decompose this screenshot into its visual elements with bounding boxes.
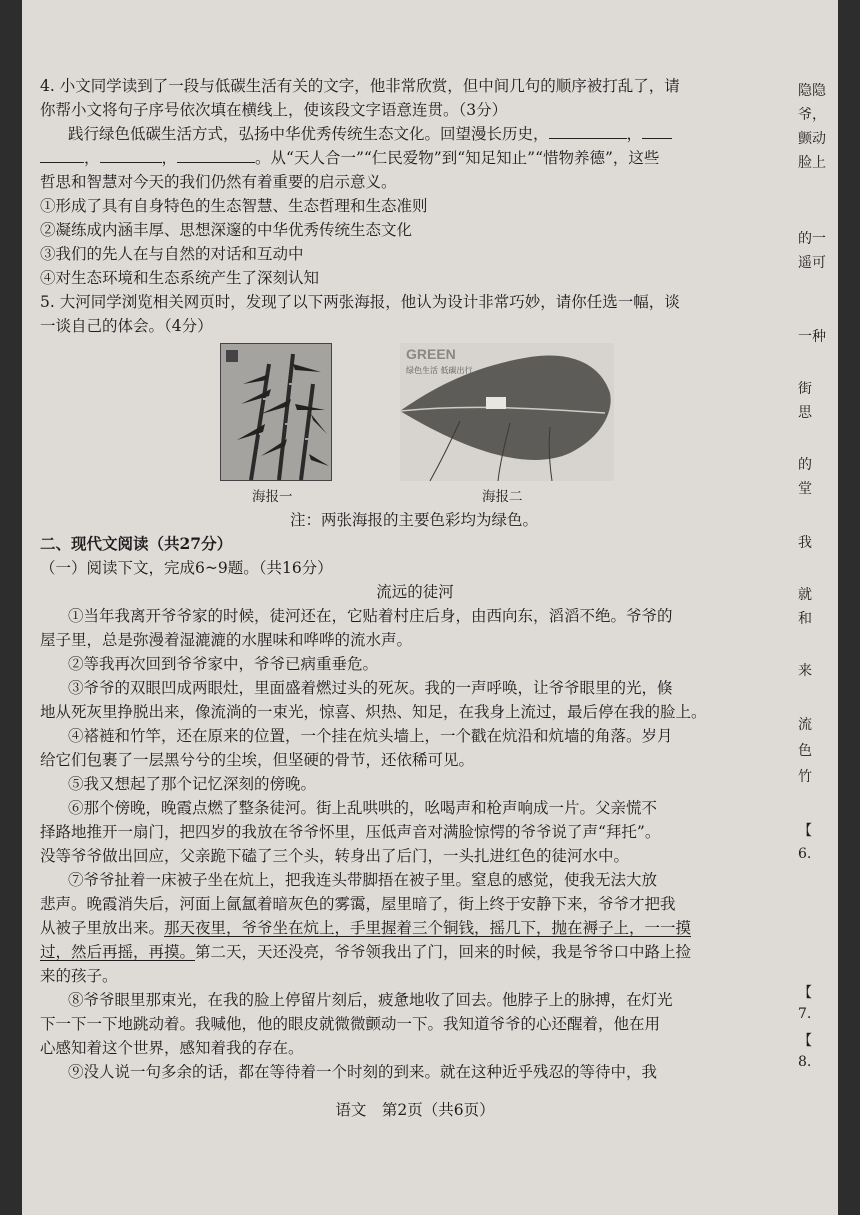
paragraph-8-line2: 下一下一下地跳动着。我喊他，他的眼皮就微微颤动一下。我知道爷爷的心还醒着，他在用 [40, 1015, 661, 1033]
right-fragment: 街 [798, 381, 812, 397]
paragraph-2: ②等我再次回到爷爷家中，爷爷已病重垂危。 [68, 655, 379, 673]
paragraph-1-line1: ①当年我离开爷爷家的时候，徒河还在，它贴着村庄后身，由西向东，滔滔不绝。爷爷的 [68, 607, 673, 625]
paragraph-9-line1: ⑨没人说一句多余的话，都在等待着一个时刻的到来。就在这种近乎残忍的等待中，我 [68, 1063, 658, 1081]
poster-two-title: GREEN [406, 346, 456, 362]
answer-blank-4[interactable] [177, 148, 255, 163]
adjacent-page-column [792, 0, 838, 1215]
right-fragment: 一种 [798, 329, 826, 345]
poster-two-caption: 海报二 [482, 489, 523, 505]
paragraph-7-line1: ⑦爷爷扯着一床被子坐在炕上，把我连头带脚捂在被子里。窒息的感觉，使我无法大放 [68, 871, 658, 889]
answer-blank-2b[interactable] [40, 148, 84, 163]
right-fragment: 思 [798, 405, 812, 421]
page-footer: 语文 第2页（共6页） [335, 1101, 495, 1119]
right-fragment: 7. [798, 1006, 812, 1022]
q4-passage-text: 践行绿色低碳生活方式，弘扬中华优秀传统生态文化。回望漫长历史， [68, 125, 549, 143]
paragraph-6-line2: 择路地推开一扇门，把四岁的我放在爷爷怀里，压低声音对满脸惊愕的爷爷说了声“拜托”。 [40, 823, 661, 841]
article-title: 流远的徒河 [376, 583, 454, 601]
comma: ， [626, 125, 643, 143]
answer-blank-3[interactable] [100, 148, 162, 163]
right-fragment: 竹 [798, 769, 812, 785]
paragraph-7-text: 第二天，天还没亮，爷爷领我出了门，回来的时候，我是爷爷口中路上捡 [195, 943, 692, 961]
answer-blank-1[interactable] [549, 124, 627, 139]
paragraph-1-line2: 屋子里，总是弥漫着湿漉漉的水腥味和哗哗的流水声。 [40, 631, 413, 649]
paragraph-5: ⑤我又想起了那个记忆深刻的傍晚。 [68, 775, 317, 793]
comma: ， [84, 149, 100, 167]
posters [220, 343, 640, 493]
right-fragment: 颤动 [798, 131, 826, 147]
q4-option-1: ①形成了具有自身特色的生态智慧、生态哲理和生态准则 [40, 197, 428, 215]
q4-passage-line1 [40, 124, 672, 144]
poster-two-subtitle: 绿色生活 低碳出行 [406, 366, 473, 375]
bamboo-illustration [221, 344, 331, 480]
paragraph-4-line2: 给它们包裹了一层黑兮兮的尘埃，但坚硬的骨节，还依稀可见。 [40, 751, 475, 769]
q5-stem-line1: 5. 大河同学浏览相关网页时，发现了以下两张海报，他认为设计非常巧妙，请你任选一幅，谈 [40, 293, 680, 311]
paragraph-3-line2: 地从死灰里挣脱出来，像流淌的一束光，惊喜、炽热、知足，在我身上流过，最后停在我的脸上。 [40, 703, 707, 721]
right-fragment: 和 [798, 611, 812, 627]
right-fragment: 6. [798, 846, 812, 862]
poster-one-caption: 海报一 [252, 489, 293, 505]
right-fragment: 隐隐 [798, 83, 826, 99]
paragraph-8-line1: ⑧爷爷眼里那束光，在我的脸上停留片刻后，疲惫地收了回去。他脖子上的脉搏，在灯光 [68, 991, 673, 1009]
paragraph-7-line5: 来的孩子。 [40, 967, 118, 985]
answer-blank-2a[interactable] [642, 124, 672, 139]
q4-option-4: ④对生态环境和生态系统产生了深刻认知 [40, 269, 320, 287]
paragraph-7-line2: 悲声。晚霞消失后，河面上氤氲着暗灰色的雾霭，屋里暗了，街上终于安静下来，爷爷才把我 [40, 895, 676, 913]
poster-note: 注：两张海报的主要色彩均为绿色。 [290, 511, 539, 529]
right-fragment: 8. [798, 1054, 812, 1070]
right-fragment: 我 [798, 535, 812, 551]
q4-passage-text: 。从“天人合一”“仁民爱物”到“知足知止”“惜物养德”，这些 [255, 149, 660, 167]
paragraph-8-line3: 心感知着这个世界，感知着我的存在。 [40, 1039, 304, 1057]
q4-option-2: ②凝练成内涵丰厚、思想深邃的中华优秀传统生态文化 [40, 221, 413, 239]
paragraph-6-line3: 没等爷爷做出回应，父亲跪下磕了三个头，转身出了后门，一头扎进红色的徒河水中。 [40, 847, 630, 865]
right-fragment: 流 [798, 717, 812, 733]
paragraph-4-line1: ④褡裢和竹竿，还在原来的位置，一个挂在炕头墙上，一个戳在炕沿和炕墙的角落。岁月 [68, 727, 673, 745]
leaf-illustration [400, 343, 614, 481]
q4-passage-line3: 哲思和智慧对今天的我们仍然有着重要的启示意义。 [40, 173, 397, 191]
q4-option-3: ③我们的先人在与自然的对话和互动中 [40, 245, 304, 263]
right-fragment: 爷， [798, 107, 826, 123]
q4-stem-line1: 4. 小文同学读到了一段与低碳生活有关的文字，他非常欣赏，但中间几句的顺序被打乱了，请 [40, 77, 680, 95]
underlined-sentence: 那天夜里，爷爷坐在炕上，手里握着三个铜钱，摇几下，抛在褥子上，一一摸 [164, 919, 692, 937]
paragraph-7-line3 [40, 918, 691, 938]
comma: ， [161, 149, 178, 167]
poster-two-leaf [400, 343, 614, 481]
paragraph-7-line4 [40, 942, 691, 962]
right-fragment: 的一 [798, 231, 826, 247]
paragraph-7-text: 从被子里放出来。 [40, 919, 165, 937]
right-fragment: 的 [798, 457, 812, 473]
q4-stem-line2: 你帮小文将句子序号依次填在横线上，使该段文字语意连贯。（3分） [40, 101, 508, 119]
right-fragment: 堂 [798, 481, 812, 497]
underlined-sentence-end: 过，然后再摇，再摸。 [40, 943, 196, 961]
right-fragment: 【 [798, 1033, 812, 1049]
right-fragment: 来 [798, 663, 812, 679]
q5-stem-line2: 一谈自己的体会。（4分） [40, 317, 213, 335]
paragraph-3-line1: ③爷爷的双眼凹成两眼灶，里面盛着燃过头的死灰。我的一声呼唤，让爷爷眼里的光，倏 [68, 679, 673, 697]
right-fragment: 【 [798, 985, 812, 1001]
section-heading: 二、现代文阅读（共27分） [40, 534, 233, 553]
right-fragment: 遥可 [798, 255, 826, 271]
q4-passage-line2 [40, 148, 659, 168]
right-fragment: 脸上 [798, 155, 826, 171]
right-fragment: 就 [798, 587, 812, 603]
poster-one-bamboo [220, 343, 332, 481]
subsection-heading: （一）阅读下文，完成6~9题。（共16分） [40, 559, 333, 577]
right-fragment: 【 [798, 823, 812, 839]
right-fragment: 色 [798, 743, 812, 759]
paragraph-6-line1: ⑥那个傍晚，晚霞点燃了整条徒河。街上乱哄哄的，吆喝声和枪声响成一片。父亲慌不 [68, 799, 658, 817]
exam-page [22, 0, 838, 1215]
